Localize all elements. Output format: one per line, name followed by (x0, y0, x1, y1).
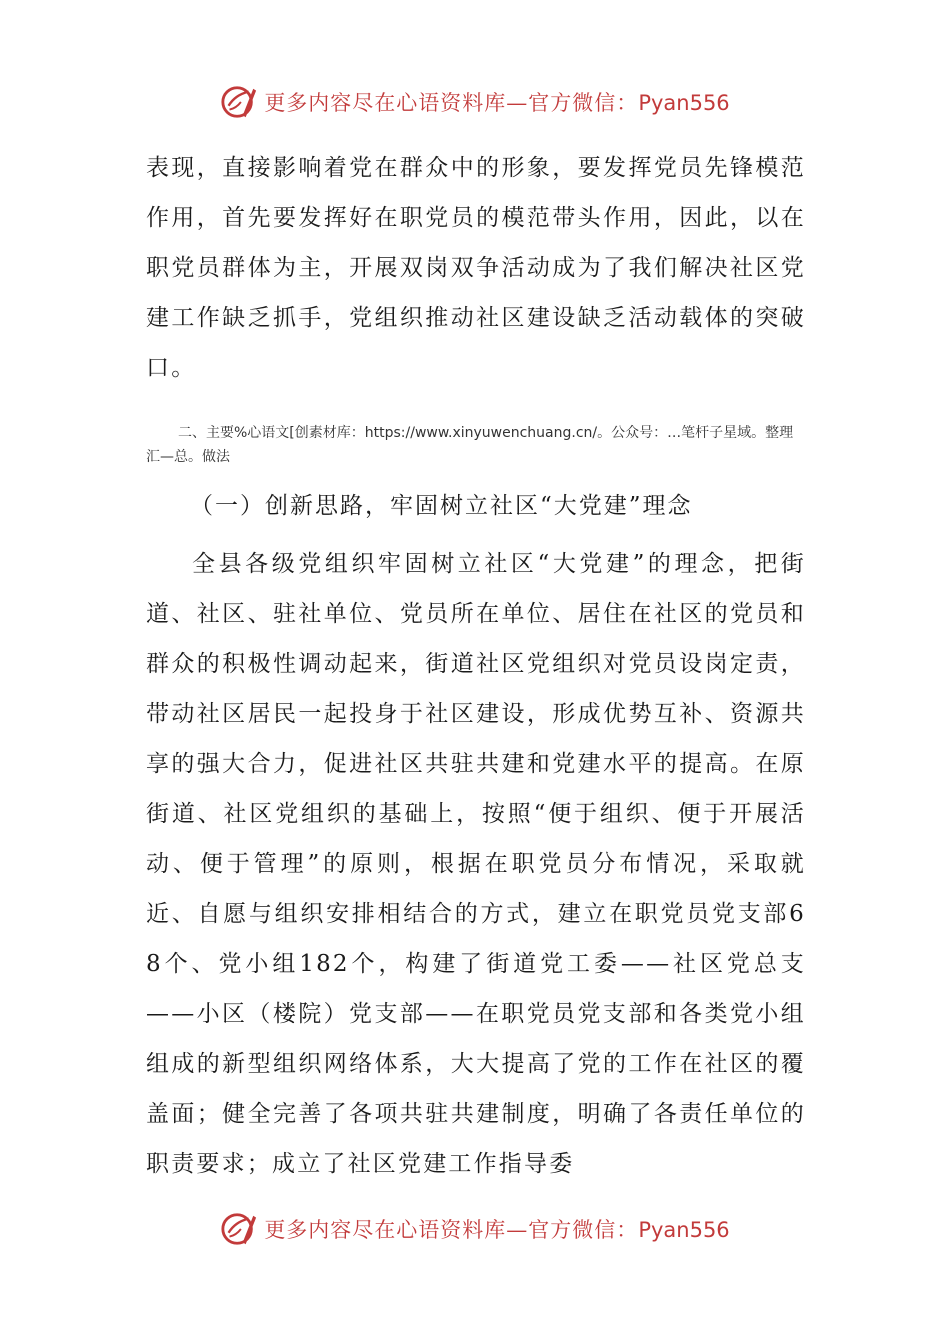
section-note: 二、主要%心语文[创素材库：https://www.xinyuwenchuang.cn/。公众号：…笔杆子星域。整理汇—总。做法 (146, 425, 794, 465)
header-watermark (0, 80, 950, 124)
section-heading: （一）创新思路，牢固树立社区“大党建”理念 (190, 493, 693, 519)
watermark-account: Pyan556 (638, 91, 730, 115)
footer-watermark (0, 1207, 950, 1251)
pen-logo-icon (220, 83, 258, 121)
watermark-text: 更多内容尽在心语资料库—官方微信：Pyan556 (264, 1218, 730, 1242)
watermark-text: 更多内容尽在心语资料库—官方微信：Pyan556 (264, 91, 730, 115)
pen-logo-icon (220, 1210, 258, 1248)
document-body (146, 143, 806, 1189)
watermark-account: Pyan556 (638, 1218, 730, 1242)
paragraph-1: 表现，直接影响着党在群众中的形象，要发挥党员先锋模范作用，首先要发挥好在职党员的模范带头作用，因此，以在职党员群体为主，开展双岗双争活动成为了我们解决社区党建工作缺乏抓手，党组织推动社区建设缺乏活动载体的突破口。 (146, 155, 806, 381)
paragraph-2: 全县各级党组织牢固树立社区“大党建”的理念，把街道、社区、驻社单位、党员所在单位、居住在社区的党员和群众的积极性调动起来，街道社区党组织对党员设岗定责，带动社区居民一起投身于社区建设，形成优势互补、资源共享的强大合力，促进社区共驻共建和党建水平的提高。在原街道、社区党组织的基础上，按照“便于组织、便于开展活动、便于管理”的原则，根据在职党员分布情况，采取就近、自愿与组织安排相结合的方式，建立在职党员党支部68个、党小组182个，构建了街道党工委——社区党总支——小区（楼院）党支部——在职党员党支部和各类党小组组成的新型组织网络体系，大大提高了党的工作在社区的覆盖面；健全完善了各项共驻共建制度，明确了各责任单位的职责要求；成立了社区党建工作指导委 (146, 551, 806, 1177)
